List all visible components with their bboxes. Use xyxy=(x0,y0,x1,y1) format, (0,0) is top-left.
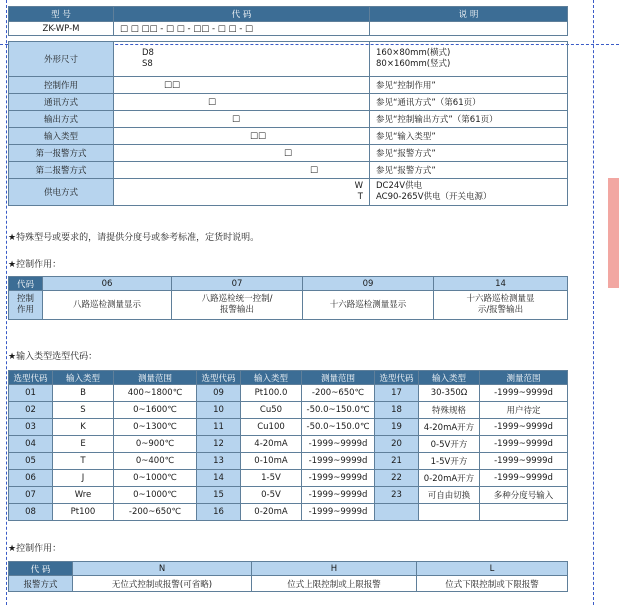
control-code-07: 07 xyxy=(172,277,303,291)
control-code-14: 14 xyxy=(434,277,568,291)
input-range-cell: -1999~9999d xyxy=(302,470,375,487)
input-code-cell: 03 xyxy=(9,419,53,436)
input-code-cell: 13 xyxy=(197,453,241,470)
input-range-cell: -1999~9999d xyxy=(302,436,375,453)
row-code-comm: □ xyxy=(114,94,370,111)
input-type-table xyxy=(8,370,568,521)
input-type-row xyxy=(9,402,568,419)
input-type-cell: 0-20mA开方 xyxy=(419,470,480,487)
row-desc-comm: 参见“通讯方式”（第61页） xyxy=(370,94,568,111)
row-desc-alarm2: 参见“报警方式” xyxy=(370,162,568,179)
input-code-cell: 15 xyxy=(197,487,241,504)
input-code-cell: 10 xyxy=(197,402,241,419)
input-type-cell: Pt100.0 xyxy=(241,385,302,402)
row-label-power: 供电方式 xyxy=(9,179,114,206)
right-guide-line xyxy=(593,0,594,605)
input-code-cell: 08 xyxy=(9,504,53,521)
model-header: 型 号 xyxy=(9,7,114,22)
input-type-row xyxy=(9,487,568,504)
control-header-label: 代码 xyxy=(9,277,43,291)
input-type-cell: Cu100 xyxy=(241,419,302,436)
input-code-cell: 17 xyxy=(375,385,419,402)
input-code-cell: 09 xyxy=(197,385,241,402)
input-type-cell: Cu50 xyxy=(241,402,302,419)
row-code-alarm1: □ xyxy=(114,145,370,162)
input-type-cell: Pt100 xyxy=(53,504,114,521)
row-code-control: □□ xyxy=(114,77,370,94)
control-code-06: 06 xyxy=(43,277,172,291)
side-tab xyxy=(608,178,619,288)
input-range-cell: 0~1600℃ xyxy=(114,402,197,419)
code-pattern: □ □ □□ - □ □ - □□ - □ □ - □ xyxy=(114,22,370,36)
input-type-cell: 4-20mA xyxy=(241,436,302,453)
input-type-row xyxy=(9,385,568,402)
input-header-code-2: 选型代码 xyxy=(197,371,241,385)
input-type-row xyxy=(9,453,568,470)
row-desc-input: 参见“输入类型” xyxy=(370,128,568,145)
model-code-table xyxy=(8,6,568,206)
input-code-cell: 12 xyxy=(197,436,241,453)
input-range-cell: 用户待定 xyxy=(480,402,568,419)
blank-desc xyxy=(370,22,568,36)
input-type-row xyxy=(9,419,568,436)
input-type-cell: T xyxy=(53,453,114,470)
input-code-cell: 21 xyxy=(375,453,419,470)
alarm-section-title: ★控制作用： xyxy=(8,544,62,554)
input-type-cell: 0-20mA xyxy=(241,504,302,521)
row-desc-size xyxy=(370,42,568,77)
row-code-alarm2: □ xyxy=(114,162,370,179)
input-range-cell: -1999~9999d xyxy=(480,470,568,487)
input-range-cell: 0~1300℃ xyxy=(114,419,197,436)
input-type-row xyxy=(9,470,568,487)
control-code-09: 09 xyxy=(303,277,434,291)
input-header-code-1: 选型代码 xyxy=(9,371,53,385)
input-type-cell: E xyxy=(53,436,114,453)
input-range-cell: -1999~9999d xyxy=(302,453,375,470)
row-desc-output: 参见“控制输出方式”（第61页） xyxy=(370,111,568,128)
left-guide-line xyxy=(6,0,7,605)
row-code-size xyxy=(114,42,370,77)
control-value-07: 八路巡检统一控制/ 报警输出 xyxy=(172,291,303,320)
input-type-cell: S xyxy=(53,402,114,419)
input-range-cell: 0~1000℃ xyxy=(114,470,197,487)
input-code-cell: 14 xyxy=(197,470,241,487)
input-range-cell: 0~1000℃ xyxy=(114,487,197,504)
code-w: W xyxy=(354,181,363,191)
alarm-table xyxy=(8,561,568,592)
input-code-cell: 05 xyxy=(9,453,53,470)
input-header-type-1: 输入类型 xyxy=(53,371,114,385)
input-type-cell: Wre xyxy=(53,487,114,504)
input-header-type-2: 输入类型 xyxy=(241,371,302,385)
input-header-range-3: 测量范围 xyxy=(480,371,568,385)
alarm-row-label: 报警方式 xyxy=(9,576,73,592)
input-type-cell: 1-5V xyxy=(241,470,302,487)
row-desc-alarm1: 参见“报警方式” xyxy=(370,145,568,162)
desc-header: 说 明 xyxy=(370,7,568,22)
input-code-cell: 22 xyxy=(375,470,419,487)
input-type-cell: 0-5V开方 xyxy=(419,436,480,453)
input-code-cell: 02 xyxy=(9,402,53,419)
desc-dc24v: DC24V供电 xyxy=(376,181,423,191)
input-code-cell: 20 xyxy=(375,436,419,453)
input-code-cell: 16 xyxy=(197,504,241,521)
input-range-cell: 0~900℃ xyxy=(114,436,197,453)
desc-vertical: 80×160mm(竖式) xyxy=(376,59,451,69)
input-type-cell: 0-10mA xyxy=(241,453,302,470)
input-code-cell: 11 xyxy=(197,419,241,436)
alarm-value-l: 位式下限控制或下限报警 xyxy=(417,576,568,592)
input-range-cell: -200~650℃ xyxy=(302,385,375,402)
row-code-input: □□ xyxy=(114,128,370,145)
alarm-value-h: 位式上限控制或上限报警 xyxy=(252,576,417,592)
alarm-code-h: H xyxy=(252,562,417,576)
input-range-cell: -1999~9999d xyxy=(302,487,375,504)
input-code-cell: 18 xyxy=(375,402,419,419)
row-code-power xyxy=(114,179,370,206)
control-value-06: 八路巡检测量显示 xyxy=(43,291,172,320)
input-type-cell: 30-350Ω xyxy=(419,385,480,402)
input-range-cell: 多种分度号输入 xyxy=(480,487,568,504)
input-type-cell: 特殊规格 xyxy=(419,402,480,419)
control-section-title: ★控制作用： xyxy=(8,260,62,270)
row-label-alarm2: 第二报警方式 xyxy=(9,162,114,179)
input-code-cell: 06 xyxy=(9,470,53,487)
row-label-size: 外形尺寸 xyxy=(9,42,114,77)
code-header: 代 码 xyxy=(114,7,370,22)
row-desc-control: 参见“控制作用” xyxy=(370,77,568,94)
input-range-cell: -50.0~150.0℃ xyxy=(302,402,375,419)
input-section-title: ★输入类型选型代码： xyxy=(8,352,98,362)
desc-horizontal: 160×80mm(横式) xyxy=(376,48,451,58)
alarm-value-n: 无位式控制或报警(可省略) xyxy=(73,576,252,592)
row-code-output: □ xyxy=(114,111,370,128)
input-range-cell: -200~650℃ xyxy=(114,504,197,521)
alarm-header-label: 代 码 xyxy=(9,562,73,576)
control-value-09: 十六路巡检测量显示 xyxy=(303,291,434,320)
input-range-cell: -1999~9999d xyxy=(480,385,568,402)
input-range-cell: -1999~9999d xyxy=(302,504,375,521)
input-range-cell: 400~1800℃ xyxy=(114,385,197,402)
input-code-cell: 23 xyxy=(375,487,419,504)
code-t: T xyxy=(357,192,363,202)
input-type-row xyxy=(9,504,568,521)
input-type-row xyxy=(9,436,568,453)
input-header-code-3: 选型代码 xyxy=(375,371,419,385)
input-type-cell: K xyxy=(53,419,114,436)
row-label-alarm1: 第一报警方式 xyxy=(9,145,114,162)
row-label-comm: 通讯方式 xyxy=(9,94,114,111)
input-header-type-3: 输入类型 xyxy=(419,371,480,385)
control-table xyxy=(8,276,568,320)
code-s8: S8 xyxy=(142,59,153,69)
alarm-code-l: L xyxy=(417,562,568,576)
row-desc-power xyxy=(370,179,568,206)
input-code-cell xyxy=(375,504,419,521)
code-d8: D8 xyxy=(142,48,154,58)
input-type-cell: 4-20mA开方 xyxy=(419,419,480,436)
row-label-output: 输出方式 xyxy=(9,111,114,128)
input-range-cell: -50.0~150.0℃ xyxy=(302,419,375,436)
input-type-cell: J xyxy=(53,470,114,487)
control-row-label: 控制 作用 xyxy=(9,291,43,320)
desc-ac90-265v: AC90-265V供电（开关电源） xyxy=(376,192,492,202)
alarm-code-n: N xyxy=(73,562,252,576)
input-header-range-1: 测量范围 xyxy=(114,371,197,385)
row-label-input: 输入类型 xyxy=(9,128,114,145)
input-header-range-2: 测量范围 xyxy=(302,371,375,385)
input-type-cell: 0-5V xyxy=(241,487,302,504)
input-type-cell: B xyxy=(53,385,114,402)
model-name: ZK-WP-M xyxy=(9,22,114,36)
input-code-cell: 07 xyxy=(9,487,53,504)
row-label-control: 控制作用 xyxy=(9,77,114,94)
input-range-cell: -1999~9999d xyxy=(480,419,568,436)
special-note: ★特殊型号或要求的，请提供分度号或参考标准，定货时说明。 xyxy=(8,233,260,243)
input-code-cell: 01 xyxy=(9,385,53,402)
control-value-14: 十六路巡检测量显 示/报警输出 xyxy=(434,291,568,320)
input-range-cell: -1999~9999d xyxy=(480,453,568,470)
input-code-cell: 19 xyxy=(375,419,419,436)
input-type-cell xyxy=(419,504,480,521)
input-type-cell: 1-5V开方 xyxy=(419,453,480,470)
input-type-cell: 可自由切换 xyxy=(419,487,480,504)
input-code-cell: 04 xyxy=(9,436,53,453)
input-range-cell xyxy=(480,504,568,521)
input-range-cell: -1999~9999d xyxy=(480,436,568,453)
input-range-cell: 0~400℃ xyxy=(114,453,197,470)
